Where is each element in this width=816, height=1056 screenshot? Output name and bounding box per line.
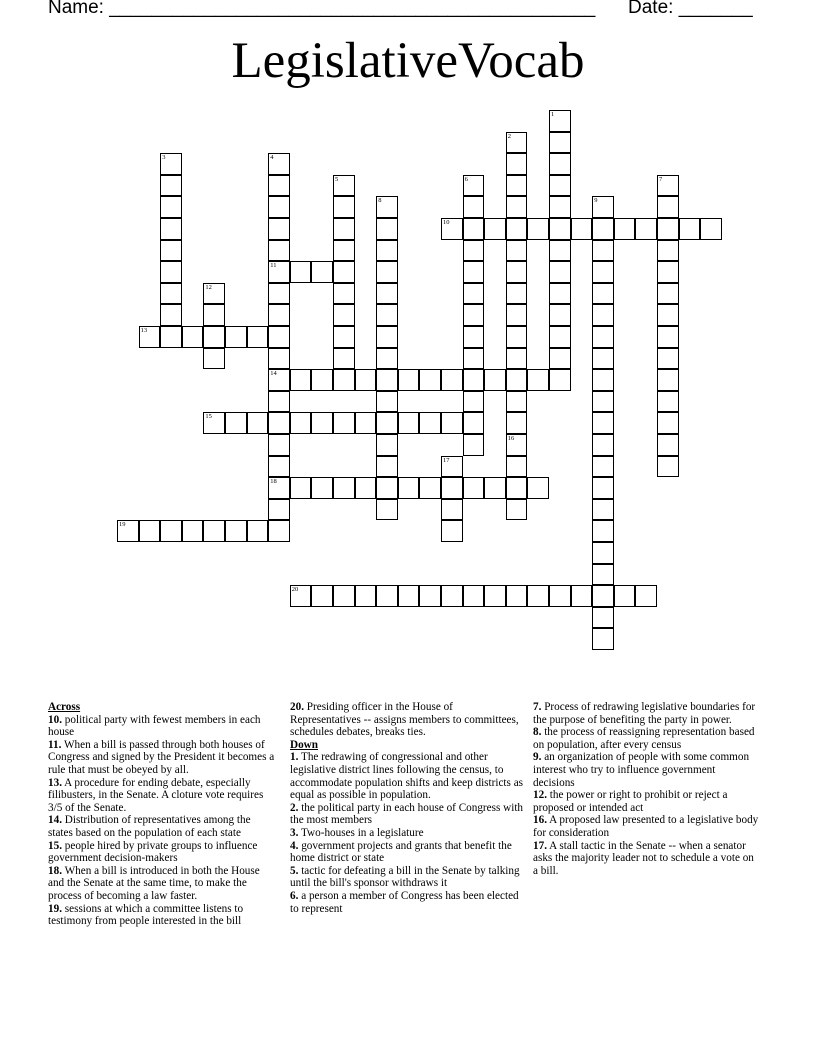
grid-cell[interactable]	[290, 477, 312, 499]
grid-cell[interactable]	[398, 412, 420, 434]
grid-cell[interactable]	[160, 175, 182, 197]
clue-number: 14	[270, 370, 277, 378]
grid-cell[interactable]	[506, 153, 528, 175]
grid-cell[interactable]	[527, 477, 549, 499]
grid-cell[interactable]	[592, 456, 614, 478]
clue-number: 7	[659, 175, 663, 183]
grid-cell[interactable]	[398, 477, 420, 499]
grid-cell[interactable]	[441, 520, 463, 542]
grid-cell[interactable]	[441, 369, 463, 391]
grid-cell[interactable]	[506, 348, 528, 370]
grid-cell[interactable]	[247, 412, 269, 434]
grid-cell[interactable]	[657, 391, 679, 413]
grid-cell[interactable]	[592, 218, 614, 240]
grid-cell[interactable]	[484, 477, 506, 499]
clue-down-4: 4. government projects and grants that benefit the home district or state	[290, 839, 512, 865]
grid-cell[interactable]	[376, 304, 398, 326]
grid-cell[interactable]	[592, 499, 614, 521]
grid-cell[interactable]	[225, 326, 247, 348]
grid-cell[interactable]	[527, 369, 549, 391]
grid-cell[interactable]	[203, 326, 225, 348]
grid-cell[interactable]	[419, 585, 441, 607]
grid-cell[interactable]	[506, 412, 528, 434]
grid-cell[interactable]	[592, 391, 614, 413]
grid-cell[interactable]	[333, 369, 355, 391]
clue-across-15: 15. people hired by private groups to influence government decision-makers	[48, 839, 258, 865]
grid-cell[interactable]	[463, 585, 485, 607]
clue-number: 5	[335, 175, 339, 183]
grid-cell[interactable]	[571, 218, 593, 240]
grid-cell[interactable]	[268, 283, 290, 305]
grid-cell[interactable]	[268, 196, 290, 218]
grid-cell[interactable]	[376, 434, 398, 456]
grid-cell[interactable]	[506, 240, 528, 262]
grid-cell[interactable]	[657, 261, 679, 283]
grid-cell[interactable]	[506, 499, 528, 521]
grid-cell[interactable]	[592, 283, 614, 305]
clue-number: 3	[162, 154, 166, 162]
grid-cell[interactable]	[463, 348, 485, 370]
grid-cell[interactable]	[203, 304, 225, 326]
grid-cell[interactable]	[506, 326, 528, 348]
grid-cell[interactable]	[311, 261, 333, 283]
grid-cell[interactable]	[376, 456, 398, 478]
grid-cell[interactable]	[635, 218, 657, 240]
clue-across-10: 10. political party with fewest members in each house	[48, 713, 261, 739]
clue-down-7: 7. Process of redrawing legislative boundaries for the purpose of benefiting the party in power.	[533, 701, 756, 726]
grid-cell[interactable]	[700, 218, 722, 240]
clue-number: 1	[551, 111, 555, 118]
grid-cell[interactable]	[247, 326, 269, 348]
grid-cell[interactable]	[592, 585, 614, 607]
grid-cell[interactable]	[549, 261, 571, 283]
grid-cell[interactable]	[160, 240, 182, 262]
grid-cell[interactable]	[139, 520, 161, 542]
grid-cell[interactable]	[506, 585, 528, 607]
grid-cell[interactable]	[203, 520, 225, 542]
clue-across-19: 19. sessions at which a committee listens to testimony from people interested in the bill	[48, 902, 244, 928]
grid-cell[interactable]	[333, 261, 355, 283]
grid-cell[interactable]	[527, 585, 549, 607]
puzzle-title: LegislativeVocab	[231, 33, 585, 89]
clue-number: 20	[291, 586, 299, 594]
grid-cell[interactable]	[376, 391, 398, 413]
grid-cell[interactable]	[311, 477, 333, 499]
grid-cell[interactable]	[376, 218, 398, 240]
grid-cell[interactable]	[419, 369, 441, 391]
grid-cell[interactable]	[657, 326, 679, 348]
grid-cell[interactable]	[290, 261, 312, 283]
clue-number: 10	[443, 219, 450, 226]
grid-cell[interactable]	[657, 456, 679, 478]
clue-down-9: 9. an organization of people with some common interest who try to influence government decisions	[533, 751, 750, 789]
grid-cell[interactable]	[268, 240, 290, 262]
grid-cell[interactable]	[376, 240, 398, 262]
grid-cell[interactable]	[441, 477, 463, 499]
grid-cell[interactable]	[160, 261, 182, 283]
clue-across-14: 14. Distribution of representatives among the states based on the population of each state	[48, 814, 251, 839]
grid-cell[interactable]	[571, 585, 593, 607]
clue-down-6: 6. a person a member of Congress has been elected to represent	[290, 889, 519, 915]
grid-cell[interactable]	[657, 283, 679, 305]
grid-cell[interactable]	[463, 196, 485, 218]
grid-cell[interactable]	[592, 477, 614, 499]
grid-cell[interactable]	[592, 348, 614, 370]
grid-cell[interactable]	[463, 261, 485, 283]
grid-cell[interactable]	[506, 477, 528, 499]
clue-down-17: 17. A stall tactic in the Senate -- when a senator asks the majority leader not to schedule a vote on a bill.	[533, 839, 754, 877]
clue-number: 16	[507, 435, 515, 442]
grid-cell[interactable]	[506, 391, 528, 413]
grid-cell[interactable]	[333, 326, 355, 348]
grid-cell[interactable]	[549, 369, 571, 391]
clue-number: 19	[119, 521, 126, 529]
grid-cell[interactable]	[333, 412, 355, 434]
grid-cell[interactable]	[527, 218, 549, 240]
grid-cell[interactable]	[549, 153, 571, 175]
grid-cell[interactable]	[376, 499, 398, 521]
grid-cell[interactable]	[549, 175, 571, 197]
grid-cell[interactable]	[441, 499, 463, 521]
grid-cell[interactable]	[398, 585, 420, 607]
grid-cell[interactable]	[160, 304, 182, 326]
grid-cell[interactable]	[592, 304, 614, 326]
grid-cell[interactable]	[463, 369, 485, 391]
clues-column-2	[290, 701, 526, 915]
grid-cell[interactable]	[463, 283, 485, 305]
clue-down-8: 8. the process of reassigning representation based on population, after every census	[533, 726, 755, 751]
grid-cell[interactable]	[268, 218, 290, 240]
grid-cell[interactable]	[549, 196, 571, 218]
grid-cell[interactable]	[376, 477, 398, 499]
grid-cell[interactable]	[419, 477, 441, 499]
grid-cell[interactable]	[592, 326, 614, 348]
clue-number: 4	[270, 154, 274, 162]
clue-down-1: 1. The redrawing of congressional and other legislative district lines following the census, to accommodate population shifts and keep districts as equal as possible in population.	[290, 751, 524, 802]
grid-cell[interactable]	[376, 348, 398, 370]
grid-cell[interactable]	[355, 412, 377, 434]
grid-cell[interactable]	[333, 218, 355, 240]
grid-cell[interactable]	[657, 434, 679, 456]
clue-number: 11	[270, 262, 277, 270]
grid-cell[interactable]	[614, 585, 636, 607]
grid-cell[interactable]	[657, 240, 679, 262]
grid-cell[interactable]	[333, 585, 355, 607]
grid-cell[interactable]	[268, 499, 290, 521]
grid-cell[interactable]	[333, 283, 355, 305]
grid-cell[interactable]	[225, 520, 247, 542]
clue-across-11: 11. When a bill is passed through both houses of Congress and signed by the President it becomes a rule that must be obeyed by all.	[48, 738, 275, 776]
grid-cell[interactable]	[614, 218, 636, 240]
grid-cell[interactable]	[592, 607, 614, 629]
grid-cell[interactable]	[160, 196, 182, 218]
clue-number: 15	[205, 413, 212, 421]
clue-across-18: 18. When a bill is introduced in both the House and the Senate at the same time, to make the process of becoming a law faster.	[48, 864, 260, 902]
grid-cell[interactable]	[592, 628, 614, 650]
grid-cell[interactable]	[160, 218, 182, 240]
grid-cell[interactable]	[592, 520, 614, 542]
grid-cell[interactable]	[679, 218, 701, 240]
grid-cell[interactable]	[333, 240, 355, 262]
grid-cell[interactable]	[355, 585, 377, 607]
grid-cell[interactable]	[398, 369, 420, 391]
grid-cell[interactable]	[268, 391, 290, 413]
grid-cell[interactable]	[592, 564, 614, 586]
grid-cell[interactable]	[657, 218, 679, 240]
grid-cell[interactable]	[182, 326, 204, 348]
grid-cell[interactable]	[592, 542, 614, 564]
grid-cell[interactable]	[506, 369, 528, 391]
grid-cell[interactable]	[506, 283, 528, 305]
grid-cell[interactable]	[225, 412, 247, 434]
grid-cell[interactable]	[160, 520, 182, 542]
clue-number: 13	[140, 327, 148, 334]
grid-cell[interactable]	[463, 412, 485, 434]
grid-cell[interactable]	[549, 348, 571, 370]
grid-cell[interactable]	[160, 283, 182, 305]
grid-cell[interactable]	[290, 369, 312, 391]
grid-cell[interactable]	[463, 240, 485, 262]
grid-cell[interactable]	[549, 283, 571, 305]
clue-number: 2	[507, 132, 512, 140]
grid-cell[interactable]	[333, 304, 355, 326]
grid-cell[interactable]	[549, 326, 571, 348]
grid-cell[interactable]	[463, 434, 485, 456]
grid-cell[interactable]	[549, 585, 571, 607]
grid-cell[interactable]	[311, 412, 333, 434]
grid-cell[interactable]	[484, 369, 506, 391]
grid-cell[interactable]	[592, 261, 614, 283]
clue-down-2: 2. the political party in each house of Congress with the most members	[290, 801, 524, 827]
grid-cell[interactable]	[376, 261, 398, 283]
grid-cell[interactable]	[657, 196, 679, 218]
name-field: Name: ______________________________________________	[48, 0, 596, 18]
clue-across-13: 13. A procedure for ending debate, especially filibusters, in the Senate. A cloture vote requires 3/5 of the Senate.	[48, 776, 264, 814]
grid-cell[interactable]	[441, 412, 463, 434]
grid-cell[interactable]	[160, 326, 182, 348]
grid-cell[interactable]	[463, 218, 485, 240]
grid-cell[interactable]	[506, 175, 528, 197]
grid-cell[interactable]	[506, 304, 528, 326]
clues-column-1	[48, 701, 276, 928]
grid-cell[interactable]	[268, 326, 290, 348]
grid-cell[interactable]	[268, 348, 290, 370]
grid-cell[interactable]	[182, 520, 204, 542]
grid-cell[interactable]	[376, 283, 398, 305]
clues-column-3	[533, 701, 759, 877]
clue-number: 9	[594, 197, 598, 205]
grid-cell[interactable]	[333, 196, 355, 218]
clue-number: 6	[464, 175, 468, 183]
grid-cell[interactable]	[376, 585, 398, 607]
grid-cell[interactable]	[376, 412, 398, 434]
grid-cell[interactable]	[311, 585, 333, 607]
grid-cell[interactable]	[355, 369, 377, 391]
grid-cell[interactable]	[549, 240, 571, 262]
grid-cell[interactable]	[463, 304, 485, 326]
grid-cell[interactable]	[549, 132, 571, 154]
grid-cell[interactable]	[484, 218, 506, 240]
grid-cell[interactable]	[333, 348, 355, 370]
clue-number: 17	[443, 456, 450, 464]
grid-cell[interactable]	[376, 326, 398, 348]
grid-cell[interactable]	[290, 412, 312, 434]
clue-number: 18	[270, 478, 277, 486]
grid-cell[interactable]	[592, 369, 614, 391]
grid-cell[interactable]	[657, 304, 679, 326]
grid-cell[interactable]	[484, 585, 506, 607]
grid-cell[interactable]	[311, 369, 333, 391]
grid-cell[interactable]	[268, 434, 290, 456]
grid-cell[interactable]	[592, 240, 614, 262]
grid-cell[interactable]	[506, 261, 528, 283]
grid-cell[interactable]	[463, 326, 485, 348]
clue-down-3: 3. Two-houses in a legislature	[290, 826, 424, 839]
grid-cell[interactable]	[506, 456, 528, 478]
grid-cell[interactable]	[268, 175, 290, 197]
grid-cell[interactable]	[549, 304, 571, 326]
clue-down-12: 12. the power or right to prohibit or reject a proposed or intended act	[533, 789, 728, 814]
clue-down-5: 5. tactic for defeating a bill in the Senate by talking until the bill's sponsor withdraws it	[290, 864, 520, 890]
grid-cell[interactable]	[268, 304, 290, 326]
grid-cell[interactable]	[268, 412, 290, 434]
clue-down-16: 16. A proposed law presented to a legislative body for consideration	[533, 814, 759, 839]
grid-cell[interactable]	[268, 456, 290, 478]
grid-cell[interactable]	[355, 477, 377, 499]
date-field: Date: _______	[628, 0, 753, 18]
grid-cell[interactable]	[592, 412, 614, 434]
grid-cell[interactable]	[657, 348, 679, 370]
grid-cell[interactable]	[506, 196, 528, 218]
grid-cell[interactable]	[268, 520, 290, 542]
clue-number: 8	[378, 197, 382, 205]
clue-number: 12	[205, 283, 212, 291]
grid-cell[interactable]	[463, 391, 485, 413]
grid-cell[interactable]	[635, 585, 657, 607]
down-heading: Down	[290, 738, 318, 751]
grid-cell[interactable]	[203, 348, 225, 370]
grid-cell[interactable]	[333, 477, 355, 499]
grid-cell[interactable]	[247, 520, 269, 542]
grid-cell[interactable]	[506, 218, 528, 240]
clue-across-20: 20. Presiding officer in the House of Representatives -- assigns members to committees, schedules debates, breaks ties.	[290, 701, 519, 739]
across-heading: Across	[48, 701, 81, 713]
grid-cell[interactable]	[592, 434, 614, 456]
grid-cell[interactable]	[376, 369, 398, 391]
grid-cell[interactable]	[549, 218, 571, 240]
grid-cell[interactable]	[463, 477, 485, 499]
grid-cell[interactable]	[419, 412, 441, 434]
grid-cell[interactable]	[657, 369, 679, 391]
grid-cell[interactable]	[657, 412, 679, 434]
grid-cell[interactable]	[441, 585, 463, 607]
